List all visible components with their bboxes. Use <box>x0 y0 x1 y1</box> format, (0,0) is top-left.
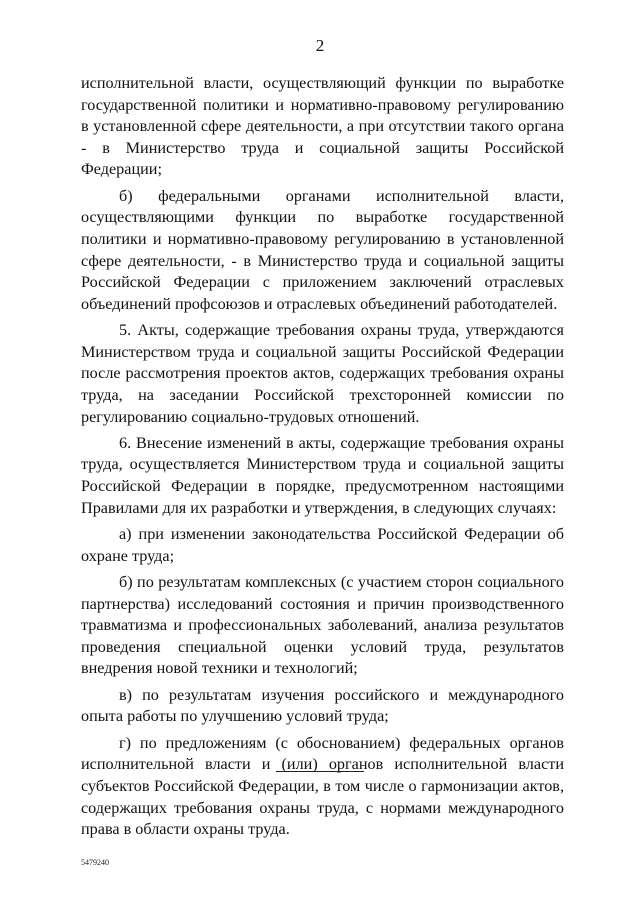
paragraph-clause-6-item-v: в) по результатам изучения российского и международного опыта работы по улучшению условий труда; <box>81 685 564 726</box>
end-divider-line <box>276 771 364 772</box>
page-number: 2 <box>315 36 325 55</box>
paragraph-subitem-b-federal-bodies: б) федеральными органами исполнительной власти, осуществляющими функции по выработке государственной политики и нормативно-правовому регулированию в установленной сфере деятельности, - в Министерство труда и социальной защиты Российской Федерации с приложением заключений отраслевых объединений профсоюзов и отраслевых объединений работодателей. <box>81 186 564 313</box>
paragraph-continuation: исполнительной власти, осуществляющий функции по выработке государственной политики и нормативно-правовому регулированию в установленной сфере деятельности, а при отсутствии такого органа - в Министерство труда и социальной защиты Российской Федерации; <box>81 74 564 179</box>
paragraph-clause-6: 6. Внесение изменений в акты, содержащие требования охраны труда, осуществляется Министерством труда и социальной защиты Российской Федерации в порядке, предусмотренном настоящими Правилами для их разработки и утверждения, в следующих случаях: <box>81 433 564 517</box>
paragraph-clause-6-item-a: а) при изменении законодательства Российской Федерации об охране труда; <box>81 525 564 565</box>
paragraph-clause-6-item-b: б) по результатам комплексных (с участием сторон социального партнерства) исследований состояния и причин производственного травматизма и профессиональных заболеваний, анализа результатов проведения специальной оценки условий труда, результатов внедрения новой техники и технологий; <box>81 573 564 678</box>
document-body <box>81 73 564 846</box>
paragraph-clause-5: 5. Акты, содержащие требования охраны труда, утверждаются Министерством труда и социальной защиты Российской Федерации после рассмотрения проектов актов, содержащих требования охраны труда, на заседании Российской трехсторонней комиссии по регулированию социально-трудовых отношений. <box>81 321 564 426</box>
document-code: 5479240 <box>81 858 109 867</box>
paragraph-clause-6-item-g: г) по предложениям (с обоснованием) федеральных органов исполнительной власти и (или) органов исполнительной власти субъектов Российской Федерации, в том числе о гармонизации актов, содержащих требования охраны труда, с нормами международного права в области охраны труда. <box>81 733 564 839</box>
